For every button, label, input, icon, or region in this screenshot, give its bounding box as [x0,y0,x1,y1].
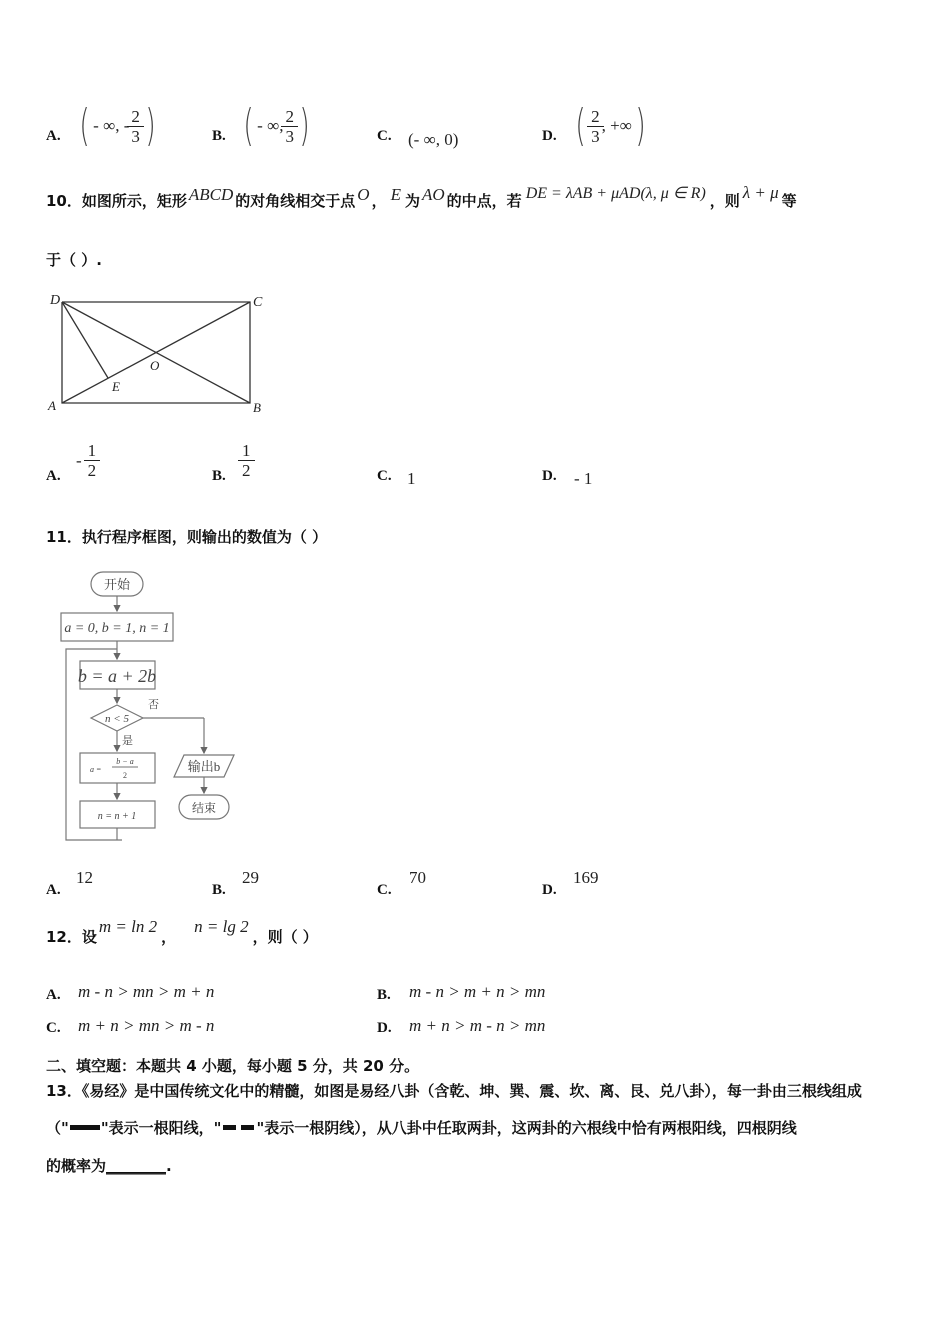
q10-text2: 的对角线相交于点 [235,192,356,210]
q11-stem [46,526,327,547]
flow-init-text: a = 0, b = 1, n = 1 [64,621,170,636]
q10-option-b-label: B. [212,468,226,484]
q13-l2c: "表示一根阴线），从八卦中任取两卦，这两卦的六根线中恰有两根阳线，四根阴线 [256,1119,797,1137]
flow-a-num: b − a [116,757,134,766]
q10-stem-line1 [46,183,916,224]
q11-option-d-label: D. [542,882,557,898]
q12-tail: ，则（ ） [252,928,318,946]
q9-option-b-label: B. [212,128,226,144]
q9-option-c-label: C. [377,128,392,144]
q12-stem [46,917,318,958]
q11-option-b-value: 29 [242,868,259,887]
q10-segment-de [62,302,108,378]
q12-n-def: n = lg 2 [194,917,249,936]
q10-a-sign: - [76,450,82,470]
q13-answer-blank: ________ [106,1157,167,1175]
q11-option-a-label: A. [46,882,61,898]
q10-option-d-value: - 1 [574,469,593,488]
q11-option-d-value: 169 [573,868,599,887]
q12-option-a-label: A. [46,987,61,1003]
q10-formula: DE = λAB + μAD(λ, μ ∈ R) [525,185,706,202]
q10-option-d-label: D. [542,468,557,484]
q13-end: . [166,1157,172,1175]
q9-b-den: 3 [285,126,294,146]
q10-fig-label-o: O [150,358,160,373]
yin-line-icon [223,1125,254,1130]
yang-line-icon [70,1125,100,1130]
flow-start-text: 开始 [103,577,131,592]
q9-a-den: 3 [131,126,140,146]
q12-sep: ， [161,928,177,946]
q9-option-d-label: D. [542,128,557,144]
q9-b-num: 2 [285,106,294,126]
q9-a-pre: - ∞, - [93,116,130,135]
q10-fig-label-b: B [253,400,261,415]
q10-rect: ABCD [188,185,234,204]
q12-option-b-value: m - n > m + n > mn [409,982,546,1001]
q12-number: 12．设 [46,928,97,946]
q10-option-c-label: C. [377,468,392,484]
q10-fig-label-d: D [50,293,61,308]
q10-text4: 的中点，若 [446,192,522,210]
flow-yes-label: 是 [122,735,133,747]
q10-b-den: 2 [242,461,251,480]
q10-a-num: 1 [87,441,97,460]
q10-point-e: E [390,185,401,204]
flow-cond-text: n < 5 [105,713,129,725]
q10-sep: ， [371,192,387,210]
q9-d-num: 2 [591,106,600,126]
q10-option-b-value [240,441,253,480]
q13-line1: 13．《易经》是中国传统文化中的精髓，如图是易经八卦（含乾、坤、巽、震、坎、离、艮、兑八卦），每一卦由三根线组成 [46,1082,862,1100]
q10-fig-label-c: C [253,295,263,310]
q9-a-num: 2 [131,106,140,126]
q10-rectangle-figure [44,290,274,420]
q12-option-c-value: m + n > mn > m - n [78,1016,215,1035]
q10-sum: λ + μ [742,183,779,202]
q9-option-d-value: ( $\frac{2}{3}$ , +∞ ) [575,100,646,151]
q10-fig-label-a: A [48,398,56,413]
q11-option-c-value: 70 [409,868,426,887]
flow-a-lhs: a = [90,765,102,774]
q9-d-den: 3 [591,126,600,146]
q11-number: 11． [46,528,82,546]
q10-a-den: 2 [87,461,97,480]
flow-assign-text: b = a + 2b [77,666,157,686]
q11-option-a-value: 12 [76,868,93,887]
flow-incr-text: n = n + 1 [97,811,137,822]
q10-point-o: O [357,185,370,204]
q9-b-pre: - ∞, [257,116,284,135]
q12-option-a-value: m - n > mn > m + n [78,982,215,1001]
q12-m-def: m = ln 2 [98,917,158,936]
flow-no-label: 否 [148,699,159,711]
q10-b-num: 1 [242,441,251,460]
q13-l2a: （" [46,1119,69,1137]
q11-flowchart [52,565,242,850]
q10-text1: 如图所示，矩形 [81,192,187,210]
q10-number: 10． [46,192,82,210]
q9-d-post: , +∞ [601,116,632,135]
q13-l2b: "表示一根阳线，" [100,1119,222,1137]
q11-text: 执行程序框图，则输出的数值为（ ） [81,528,328,546]
q9-option-a-value: ( - ∞, - $\frac{2}{3}$ ) [79,100,156,151]
flow-output-text: 输出b [187,759,221,774]
q13-line3-text: 的概率为 [46,1157,107,1175]
q13-line2 [46,1117,797,1138]
q9-option-b-value: ( - ∞, $\frac{2}{3}$ ) [243,100,310,151]
q12-option-d-value: m + n > m - n > mn [409,1016,546,1035]
q11-option-c-label: C. [377,882,392,898]
q12-option-c-label: C. [46,1020,61,1036]
q10-option-a-label: A. [46,468,61,484]
q12-option-d-label: D. [377,1020,392,1036]
q10-text6: 等 [781,192,797,210]
flow-end-text: 结束 [191,801,217,815]
q9-option-c-value: (- ∞, 0) [408,130,459,149]
q10-fig-label-e: E [112,379,120,394]
q10-text3: 为 [404,192,420,210]
q12-option-b-label: B. [377,987,391,1003]
q9-option-a-label: A. [46,128,61,144]
q10-segment-ao: AO [422,185,445,204]
q10-text5: ，则 [709,192,740,210]
q13-line3 [46,1155,172,1176]
section-2-heading: 二、填空题：本题共 4 小题，每小题 5 分，共 20 分。 [46,1057,420,1075]
q10-stem-line2: 于（ ）. [46,251,102,269]
q11-option-b-label: B. [212,882,226,898]
flow-a-den: 2 [123,771,127,780]
q10-option-a-value [76,441,98,480]
q10-option-c-value: 1 [407,469,416,488]
